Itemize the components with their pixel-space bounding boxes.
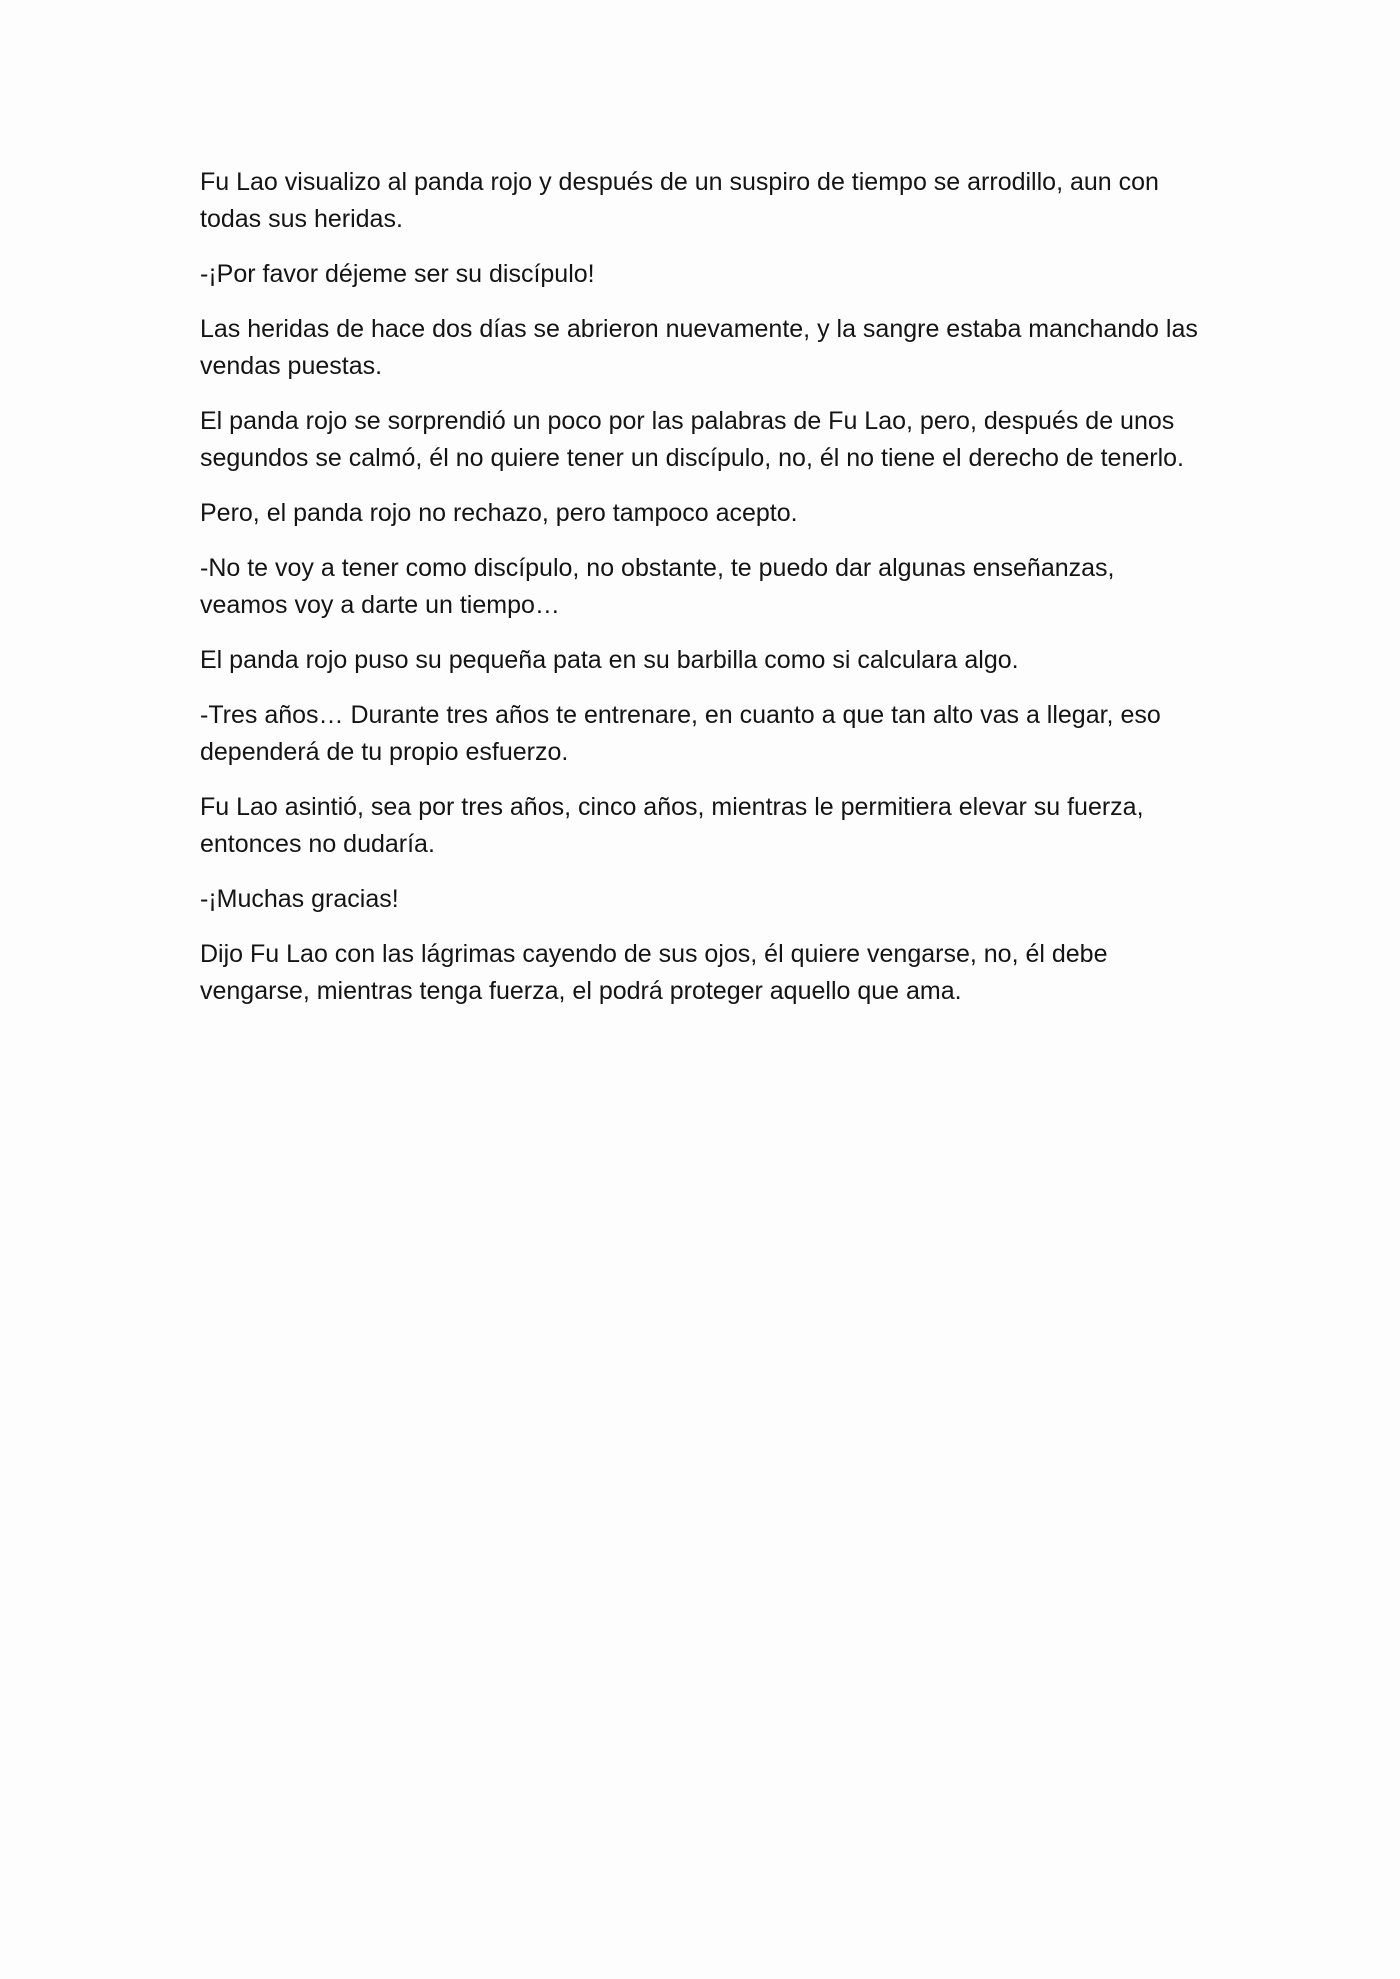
paragraph: Dijo Fu Lao con las lágrimas cayendo de sus ojos, él quiere vengarse, no, él debe vengarse, mientras tenga fuerza, el podrá proteger aquello que ama. — [200, 940, 1108, 1005]
paragraph: Las heridas de hace dos días se abrieron nuevamente, y la sangre estaba manchando las vendas puestas. — [200, 315, 1198, 380]
paragraph: Fu Lao visualizo al panda rojo y después de un suspiro de tiempo se arrodillo, aun con todas sus heridas. — [200, 168, 1159, 233]
paragraph: -Tres años… Durante tres años te entrenare, en cuanto a que tan alto vas a llegar, eso dependerá de tu propio esfuerzo. — [200, 701, 1161, 766]
paragraph: -No te voy a tener como discípulo, no obstante, te puedo dar algunas enseñanzas, veamos voy a darte un tiempo… — [200, 554, 1115, 619]
paragraph: -¡Por favor déjeme ser su discípulo! — [200, 260, 595, 288]
paragraph: Pero, el panda rojo no rechazo, pero tampoco acepto. — [200, 499, 798, 527]
document-body — [200, 164, 1200, 1028]
paragraph: -¡Muchas gracias! — [200, 885, 399, 913]
paragraph: El panda rojo puso su pequeña pata en su barbilla como si calculara algo. — [200, 646, 1019, 674]
paragraph: El panda rojo se sorprendió un poco por las palabras de Fu Lao, pero, después de unos segundos se calmó, él no quiere tener un discípulo, no, él no tiene el derecho de tenerlo. — [200, 407, 1184, 472]
paragraph: Fu Lao asintió, sea por tres años, cinco años, mientras le permitiera elevar su fuerza, entonces no dudaría. — [200, 793, 1144, 858]
